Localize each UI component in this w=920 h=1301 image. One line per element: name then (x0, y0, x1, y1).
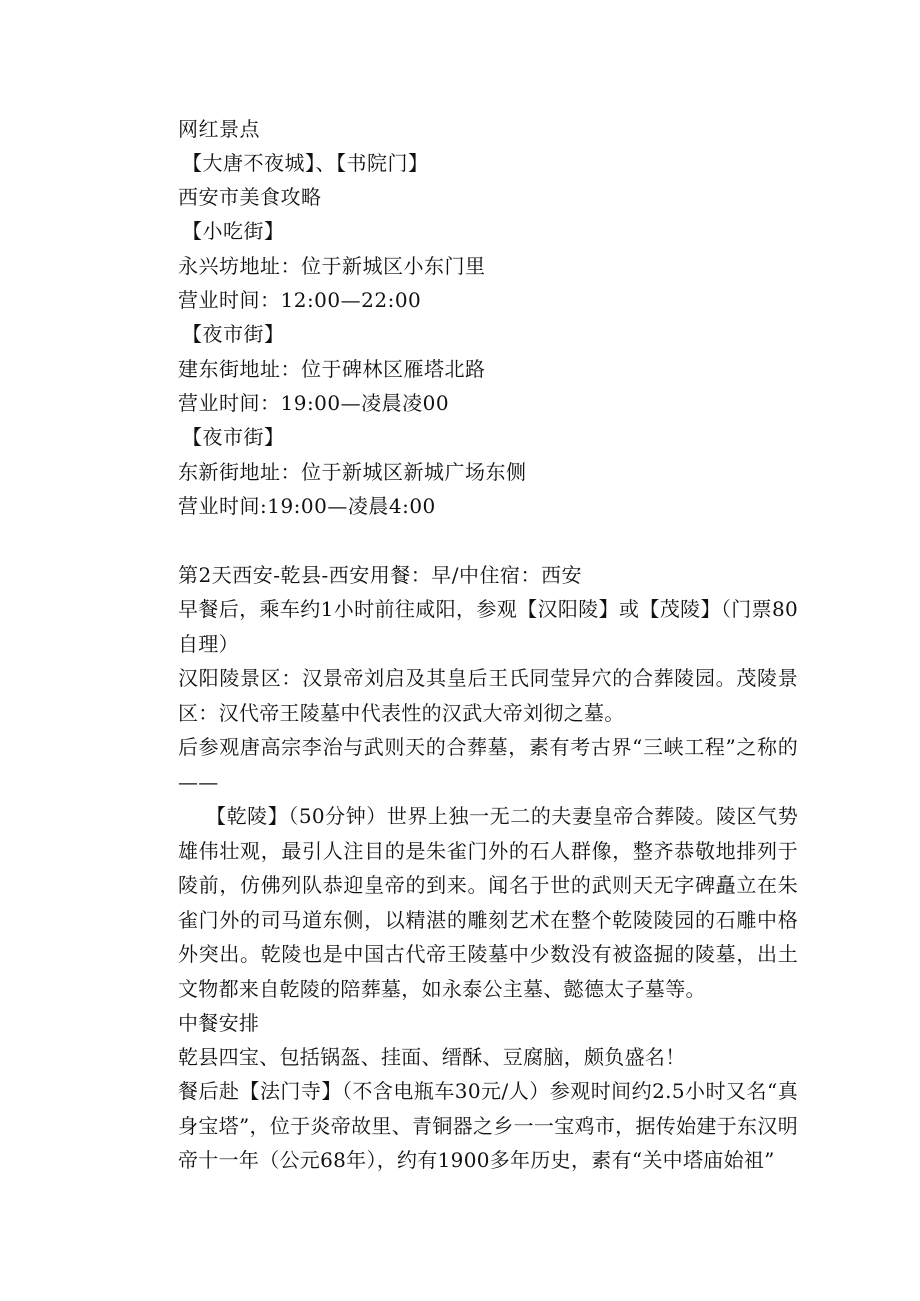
dongxin-hours: 营业时间:19:00—凌晨4:00 (178, 494, 436, 518)
para-lunch-heading: 中餐安排 (178, 1011, 260, 1035)
jiandong-address: 建东街地址：位于碑林区雁塔北路 (178, 357, 486, 381)
night-market-label-2: 【夜市街】 (182, 425, 285, 449)
night-market-label-1: 【夜市街】 (182, 322, 285, 346)
para-hanyangling: 汉阳陵景区：汉景帝刘启及其皇后王氏同莹异穴的合葬陵园。茂陵景区：汉代帝王陵墓中代表性的汉武大帝刘彻之墓。 (178, 666, 798, 725)
snack-street-label: 【小吃街】 (182, 219, 285, 243)
para-qianling-detail: 【乾陵】（50分钟）世界上独一无二的夫妻皇帝合葬陵。陵区气势雄伟壮观，最引人注目的是朱雀门外的石人群像，整齐恭敬地排列于陵前，仿佛列队恭迎皇帝的到来。闻名于世的武则天无字碑矗立在朱雀门外的司马道东侧，以精湛的雕刻艺术在整个乾陵陵园的石雕中格外突出。乾陵也是中国古代帝王陵墓中少数没有被盗掘的陵墓，出土文物都来自乾陵的陪葬墓，如永泰公主墓、懿德太子墓等。 (178, 804, 798, 1001)
para-qianling-intro: 后参观唐高宗李治与武则天的合葬墓，素有考古界“三峡工程”之称的—— (178, 735, 798, 794)
yongxingfang-hours: 营业时间：12:00—22:00 (178, 288, 422, 312)
heading-food-guide: 西安市美食攻略 (178, 185, 322, 209)
para-lunch-detail: 乾县四宝、包括锅盔、挂面、缙酥、豆腐脑，颇负盛名！ (178, 1045, 686, 1069)
day2-heading: 第2天西安-乾县-西安用餐：早/中住宿：西安 (178, 563, 582, 587)
yongxingfang-address: 永兴坊地址：位于新城区小东门里 (178, 254, 486, 278)
heading-wanghong: 网红景点 (178, 117, 260, 141)
jiandong-hours: 营业时间：19:00—凌晨凌00 (178, 391, 450, 415)
para-breakfast: 早餐后，乘车约1小时前往咸阳，参观【汉阳陵】或【茂陵】（门票80自理） (178, 597, 798, 656)
scenic-spots: 【大唐不夜城】、【书院门】 (182, 151, 429, 175)
para-famen-temple: 餐后赴【法门寺】（不含电瓶车30元/人）参观时间约2.5小时又名“真身宝塔”，位于炎帝故里、青铜器之乡一一宝鸡市，据传始建于东汉明帝十一年（公元68年），约有1900多年历史，素有“关中塔庙始祖” (178, 1079, 798, 1172)
dongxin-address: 东新街地址：位于新城区新城广场东侧 (178, 460, 527, 484)
